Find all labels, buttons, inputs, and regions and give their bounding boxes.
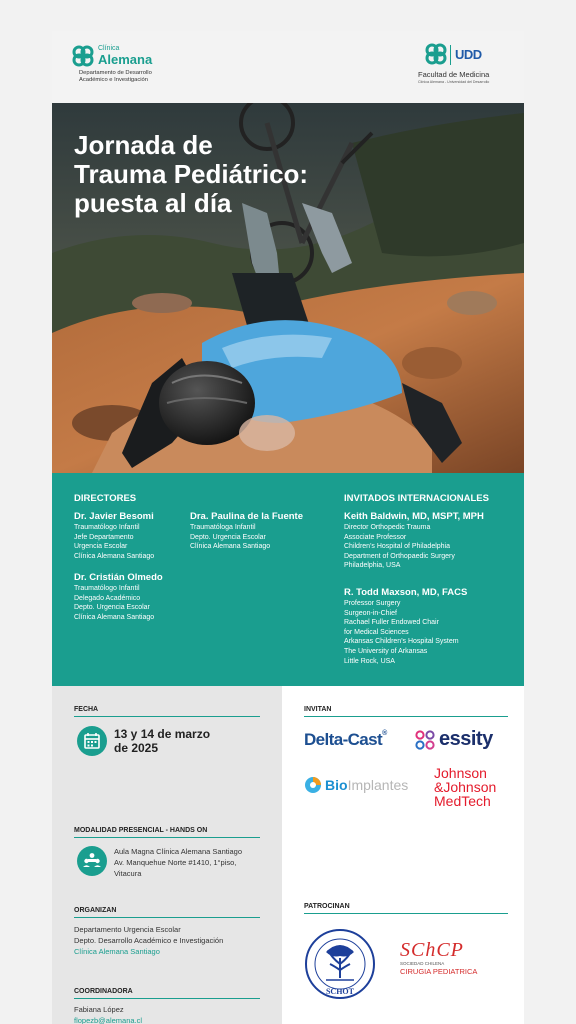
director-name: Dr. Javier Besomi bbox=[74, 511, 154, 522]
guest-line: Department of Orthopaedic Surgery bbox=[344, 552, 455, 560]
alemana-label: Alemana bbox=[98, 52, 153, 67]
director-line: Traumatólogo Infantil bbox=[74, 524, 140, 531]
venue-line-1: Aula Magna Clínica Alemana Santiago bbox=[114, 847, 242, 856]
director-besomi bbox=[74, 511, 154, 561]
johnson-medtech-logo bbox=[434, 766, 496, 808]
jj-line-2: &Johnson bbox=[434, 779, 497, 795]
venue-line-3: Vitacura bbox=[114, 869, 142, 878]
coordinator bbox=[74, 1004, 142, 1024]
invitados-heading: INVITADOS INTERNACIONALES bbox=[344, 493, 489, 504]
organizers bbox=[74, 924, 223, 957]
organizer-line-2: Depto. Desarrollo Académico e Investigación bbox=[74, 936, 224, 945]
guest-name: Keith Baldwin, MD, MSPT, MPH bbox=[344, 511, 484, 522]
invitan-divider bbox=[304, 716, 508, 717]
director-line: Depto. Urgencia Escolar bbox=[190, 533, 266, 541]
director-line: Depto. Urgencia Escolar bbox=[74, 604, 150, 612]
clinica-department bbox=[79, 70, 199, 84]
guest-line: Rachael Fuller Endowed Chair bbox=[344, 619, 439, 627]
guest-name: R. Todd Maxson, MD, FACS bbox=[344, 587, 468, 598]
directores-heading: DIRECTORES bbox=[74, 493, 137, 504]
patrocinan-label: PATROCINAN bbox=[304, 903, 350, 910]
title-line-1: Jornada de bbox=[74, 130, 213, 160]
venue bbox=[114, 846, 242, 879]
date-line-1: 13 y 14 de marzo bbox=[114, 727, 211, 741]
title-line-2: Trauma Pediátrico: bbox=[74, 159, 309, 189]
director-line: Traumatóloga Infantil bbox=[190, 524, 256, 531]
guest-line: Arkansas Children's Hospital System bbox=[344, 638, 459, 646]
organizan-label: ORGANIZAN bbox=[74, 907, 117, 914]
udd-separator bbox=[450, 45, 451, 65]
schcp-name: CIRUGIA PEDIATRICA bbox=[400, 967, 478, 976]
director-line: Delegado Académico bbox=[74, 594, 141, 602]
patrocinan-divider bbox=[304, 913, 508, 914]
dept-line-2: Académico e Investigación bbox=[79, 77, 148, 83]
modalidad-label: MODALIDAD PRESENCIAL - HANDS ON bbox=[74, 827, 208, 834]
bioimplantes-mark-icon bbox=[304, 776, 322, 794]
invitan-label: INVITAN bbox=[304, 706, 332, 713]
implantes-text: Implantes bbox=[347, 777, 409, 793]
organizer-line-3: Clínica Alemana Santiago bbox=[74, 947, 160, 956]
udd-mark-icon bbox=[425, 43, 447, 65]
bioimplantes-wordmark bbox=[325, 777, 408, 793]
bioimplantes-logo bbox=[304, 774, 429, 796]
essity-wordmark: essity bbox=[439, 728, 493, 750]
hero-image bbox=[52, 103, 524, 473]
guest-line: for Medical Sciences bbox=[344, 628, 409, 636]
coordinator-email[interactable]: flopezb@alemana.cl bbox=[74, 1016, 143, 1024]
venue-line-2: Av. Manquehue Norte #1410, 1°piso, bbox=[114, 858, 237, 867]
fecha-label: FECHA bbox=[74, 706, 99, 713]
guest-line: Surgeon-in-Chief bbox=[344, 609, 397, 617]
organizan-divider bbox=[74, 917, 260, 918]
director-line: Clínica Alemana Santiago bbox=[190, 543, 271, 551]
schcp-subtitle: SOCIEDAD CHILENA bbox=[400, 961, 445, 966]
event-date bbox=[114, 727, 210, 755]
guest-line: Director Orthopedic Trauma bbox=[344, 524, 431, 531]
coordinadora-divider bbox=[74, 998, 260, 999]
calendar-icon bbox=[77, 726, 107, 756]
director-line: Traumatólogo Infantil bbox=[74, 585, 140, 592]
details-section bbox=[52, 686, 524, 1024]
director-line: Clínica Alemana Santiago bbox=[74, 552, 155, 560]
essity-mark-icon bbox=[414, 729, 436, 751]
faculty-subtitle: Clínica Alemana - Universidad del Desarrollo bbox=[418, 80, 490, 84]
director-line: Clínica Alemana Santiago bbox=[74, 613, 155, 621]
director-line: Jefe Departamento bbox=[74, 533, 134, 541]
organizer-line-1: Departamento Urgencia Escolar bbox=[74, 925, 181, 934]
guest-baldwin bbox=[344, 511, 484, 571]
sponsors-column bbox=[282, 686, 524, 1024]
schcp-wordmark: SChCP bbox=[400, 939, 464, 961]
modalidad-divider bbox=[74, 837, 260, 838]
header bbox=[52, 31, 524, 103]
director-de-la-fuente bbox=[190, 511, 303, 552]
udd-logo bbox=[410, 43, 510, 93]
clinica-alemana-mark-icon bbox=[72, 45, 94, 67]
guest-line: Philadelphia, USA bbox=[344, 562, 401, 570]
event-title bbox=[74, 131, 404, 218]
fecha-divider bbox=[74, 716, 260, 717]
event-info-column bbox=[52, 686, 282, 1024]
guest-line: Professor Surgery bbox=[344, 600, 401, 607]
director-name: Dr. Cristián Olmedo bbox=[74, 572, 163, 583]
schot-wordmark: SCHOT bbox=[325, 987, 354, 996]
deltacast-wordmark: Delta-Cast bbox=[304, 730, 383, 749]
speakers-section bbox=[52, 473, 524, 686]
udd-wordmark: UDD bbox=[455, 47, 482, 62]
guest-maxson bbox=[344, 587, 467, 666]
essity-logo bbox=[414, 728, 514, 752]
registered-mark: ® bbox=[382, 730, 387, 737]
title-line-3: puesta al día bbox=[74, 188, 232, 218]
schot-logo bbox=[304, 928, 376, 1000]
guest-line: Associate Professor bbox=[344, 533, 407, 541]
dept-line-1: Departamento de Desarrollo bbox=[79, 70, 152, 76]
poster bbox=[52, 31, 524, 1024]
director-line: Urgencia Escolar bbox=[74, 543, 128, 551]
date-line-2: de 2025 bbox=[114, 741, 159, 755]
jj-line-3: MedTech bbox=[434, 793, 491, 809]
jj-line-1: Johnson bbox=[434, 765, 487, 781]
guest-line: Children's Hospital of Philadelphia bbox=[344, 543, 451, 551]
guest-line: The University of Arkansas bbox=[344, 647, 428, 655]
clinica-label: Clínica bbox=[98, 45, 120, 52]
deltacast-logo bbox=[304, 730, 387, 750]
coordinator-name: Fabiana López bbox=[74, 1005, 124, 1014]
coordinadora-label: COORDINADORA bbox=[74, 988, 133, 995]
clinica-alemana-logo bbox=[72, 43, 192, 93]
schcp-logo bbox=[400, 939, 510, 989]
bio-text: Bio bbox=[325, 777, 348, 793]
director-olmedo bbox=[74, 572, 163, 622]
director-name: Dra. Paulina de la Fuente bbox=[190, 511, 303, 522]
meeting-room-icon bbox=[77, 846, 107, 876]
guest-line: Little Rock, USA bbox=[344, 657, 395, 665]
faculty-name: Facultad de Medicina bbox=[418, 70, 490, 79]
